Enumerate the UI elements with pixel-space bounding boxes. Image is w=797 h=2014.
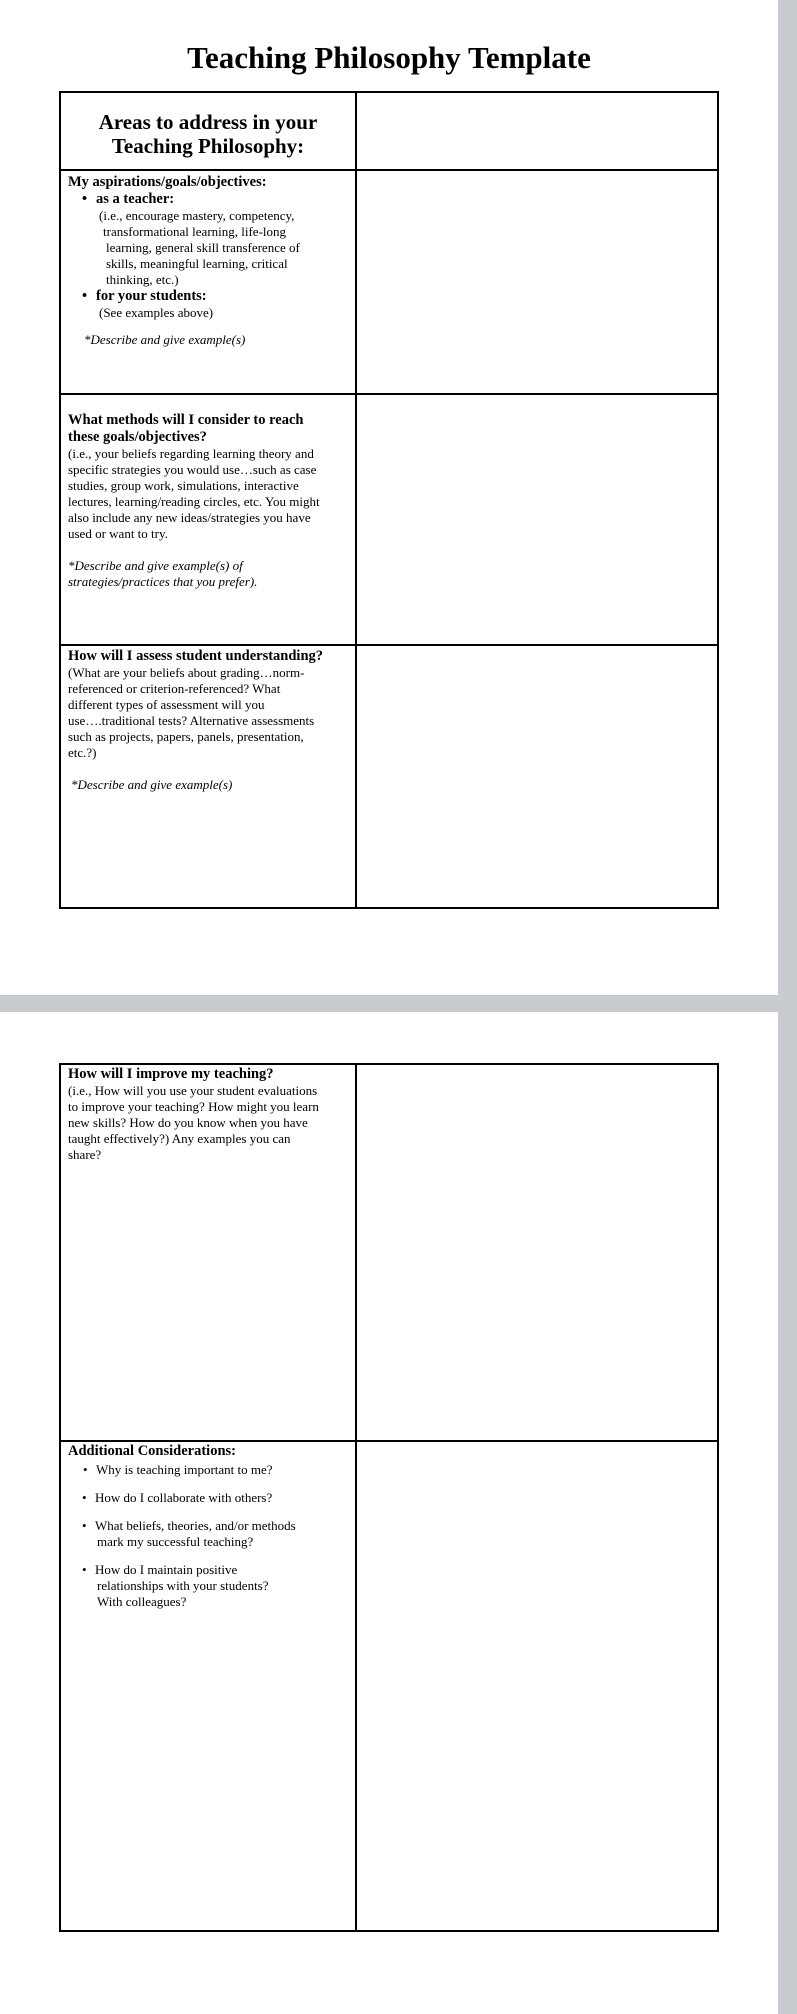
considerations-list [68, 1462, 348, 1610]
methods-body-line: studies, group work, simulations, interactive [68, 478, 299, 493]
table-header-cell [60, 92, 356, 170]
assessment-body-line: use….traditional tests? Alternative assessments [68, 713, 315, 728]
list-item-line: • How do I collaborate with others? [95, 1490, 273, 1505]
teacher-label: as a teacher: [96, 191, 175, 207]
improve-cell [60, 1064, 356, 1441]
list-item [95, 1562, 348, 1610]
methods-answer-cell [356, 394, 718, 645]
improve-body-line: to improve your teaching? How might you learn [68, 1099, 319, 1114]
philosophy-table-1 [59, 91, 719, 909]
improve-body-line: new skills? How do you know when you have [68, 1115, 308, 1130]
teacher-line: skills, meaningful learning, critical [106, 256, 288, 271]
improve-body-line: (i.e., How will you use your student evaluations [68, 1083, 318, 1098]
considerations-heading: Additional Considerations: [68, 1443, 236, 1459]
considerations-answer-cell [356, 1441, 718, 1931]
considerations-cell [60, 1441, 356, 1931]
list-item-line: relationships with your students? [97, 1578, 269, 1593]
students-label: for your students: [96, 288, 207, 304]
goals-describe: *Describe and give example(s) [84, 332, 246, 347]
list-item-line: • Why is teaching important to me? [96, 1462, 273, 1477]
improve-heading: How will I improve my teaching? [68, 1066, 274, 1082]
methods-body-line: lectures, learning/reading circles, etc. You might [68, 494, 320, 509]
assessment-heading: How will I assess student understanding? [68, 648, 324, 664]
methods-describe-line: *Describe and give example(s) of [68, 558, 243, 573]
methods-heading-line: these goals/objectives? [68, 429, 207, 445]
methods-body-line: (i.e., your beliefs regarding learning theory and [68, 446, 314, 461]
list-item-line: • What beliefs, theories, and/or methods [95, 1518, 296, 1533]
list-item [96, 1462, 348, 1478]
teacher-line: thinking, etc.) [106, 272, 179, 287]
assessment-describe: *Describe and give example(s) [71, 777, 233, 792]
header-line-1: Areas to address in your [98, 110, 318, 134]
methods-body-line: used or want to try. [68, 526, 168, 541]
improve-body-line: share? [68, 1147, 102, 1162]
document-page-2 [0, 1012, 778, 2014]
methods-body-line: also include any new ideas/strategies you have [68, 510, 311, 525]
assessment-body-line: (What are your beliefs about grading…norm- [68, 665, 305, 680]
students-bullet: • for your students: [82, 288, 207, 304]
header-blank-cell [356, 92, 718, 170]
goals-cell [60, 170, 356, 394]
methods-describe-line: strategies/practices that you prefer). [68, 574, 258, 589]
goals-heading: My aspirations/goals/objectives: [68, 174, 267, 190]
teacher-line: transformational learning, life-long [103, 224, 287, 239]
list-item [95, 1490, 348, 1506]
teacher-line: (i.e., encourage mastery, competency, [99, 208, 295, 223]
assessment-body-line: such as projects, papers, panels, presentation, [68, 729, 304, 744]
list-item-line: • How do I maintain positive [95, 1562, 238, 1577]
assessment-body-line: referenced or criterion-referenced? What [68, 681, 281, 696]
assessment-answer-cell [356, 645, 718, 908]
assessment-body-line: etc.?) [68, 745, 97, 760]
assessment-body-line: different types of assessment will you [68, 697, 265, 712]
list-item-line: With colleagues? [97, 1594, 187, 1609]
list-item-line: mark my successful teaching? [97, 1534, 254, 1549]
methods-body-line: specific strategies you would use…such as case [68, 462, 317, 477]
philosophy-table-2 [59, 1063, 719, 1932]
goals-answer-cell [356, 170, 718, 394]
methods-heading-line: What methods will I consider to reach [68, 412, 304, 428]
page-title: Teaching Philosophy Template [187, 40, 591, 75]
document-page-1 [0, 0, 778, 995]
methods-cell [60, 394, 356, 645]
improve-body-line: taught effectively?) Any examples you can [68, 1131, 291, 1146]
teacher-bullet: • as a teacher: [82, 191, 175, 207]
list-item [95, 1518, 348, 1550]
improve-answer-cell [356, 1064, 718, 1441]
header-line-2: Teaching Philosophy: [111, 134, 305, 158]
teacher-line: learning, general skill transference of [106, 240, 300, 255]
assessment-cell [60, 645, 356, 908]
students-note: (See examples above) [99, 305, 214, 320]
